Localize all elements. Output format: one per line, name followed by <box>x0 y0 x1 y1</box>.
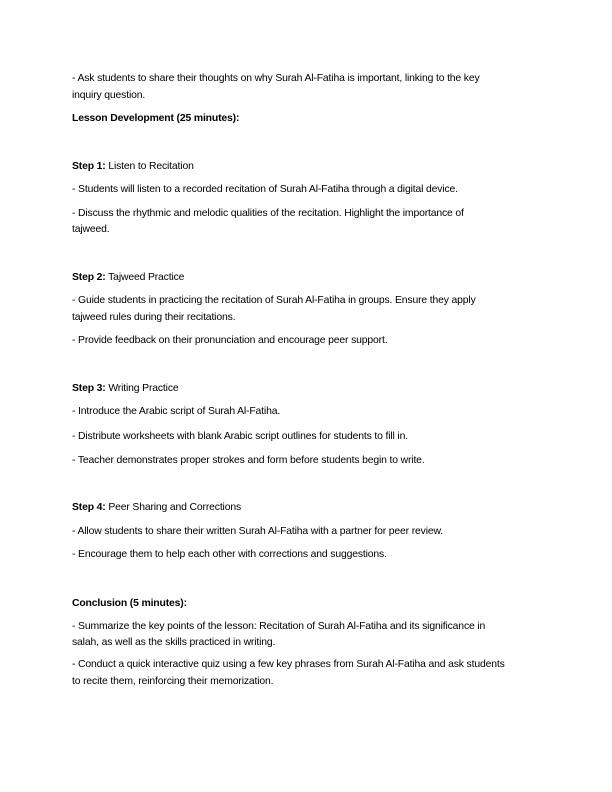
step-1-item: tajweed. <box>72 224 110 235</box>
step-1-heading <box>72 158 194 175</box>
conclusion-item: - Conduct a quick interactive quiz using a few key phrases from Surah Al-Fatiha and ask students <box>72 659 505 670</box>
step-3-heading <box>72 380 179 397</box>
conclusion-item: - Summarize the key points of the lesson: Recitation of Surah Al-Fatiha and its significance in <box>72 621 486 632</box>
step-4-title: Peer Sharing and Corrections <box>105 502 242 513</box>
step-4-item: - Encourage them to help each other with corrections and suggestions. <box>72 549 387 560</box>
step-3-title: Writing Practice <box>105 383 179 394</box>
step-4-item: - Allow students to share their written Surah Al-Fatiha with a partner for peer review. <box>72 526 444 537</box>
step-3-item: - Distribute worksheets with blank Arabic script outlines for students to fill in. <box>72 431 408 442</box>
step-2-item: - Guide students in practicing the recitation of Surah Al-Fatiha in groups. Ensure they apply <box>72 295 476 306</box>
step-1-title: Listen to Recitation <box>105 161 194 172</box>
lesson-development-heading: Lesson Development (25 minutes): <box>72 113 240 124</box>
conclusion-item: salah, as well as the skills practiced in writing. <box>72 637 276 648</box>
step-1-label: Step 1: <box>72 161 106 172</box>
step-2-item: - Provide feedback on their pronunciation and encourage peer support. <box>72 335 388 346</box>
step-3-item: - Introduce the Arabic script of Surah Al-Fatiha. <box>72 406 281 417</box>
conclusion-heading: Conclusion (5 minutes): <box>72 598 187 609</box>
intro-line: inquiry question. <box>72 90 146 101</box>
step-2-heading <box>72 269 184 286</box>
step-1-item: - Discuss the rhythmic and melodic qualities of the recitation. Highlight the importance of <box>72 208 464 219</box>
step-2-item: tajweed rules during their recitations. <box>72 312 236 323</box>
step-3-item: - Teacher demonstrates proper strokes and form before students begin to write. <box>72 455 425 466</box>
step-2-label: Step 2: <box>72 272 106 283</box>
step-4-heading <box>72 499 241 516</box>
intro-line: - Ask students to share their thoughts on why Surah Al-Fatiha is important, linking to the key <box>72 73 480 84</box>
step-1-item: - Students will listen to a recorded recitation of Surah Al-Fatiha through a digital device. <box>72 184 458 195</box>
conclusion-item: to recite them, reinforcing their memorization. <box>72 676 274 687</box>
step-4-label: Step 4: <box>72 502 106 513</box>
step-3-label: Step 3: <box>72 383 106 394</box>
step-2-title: Tajweed Practice <box>105 272 185 283</box>
